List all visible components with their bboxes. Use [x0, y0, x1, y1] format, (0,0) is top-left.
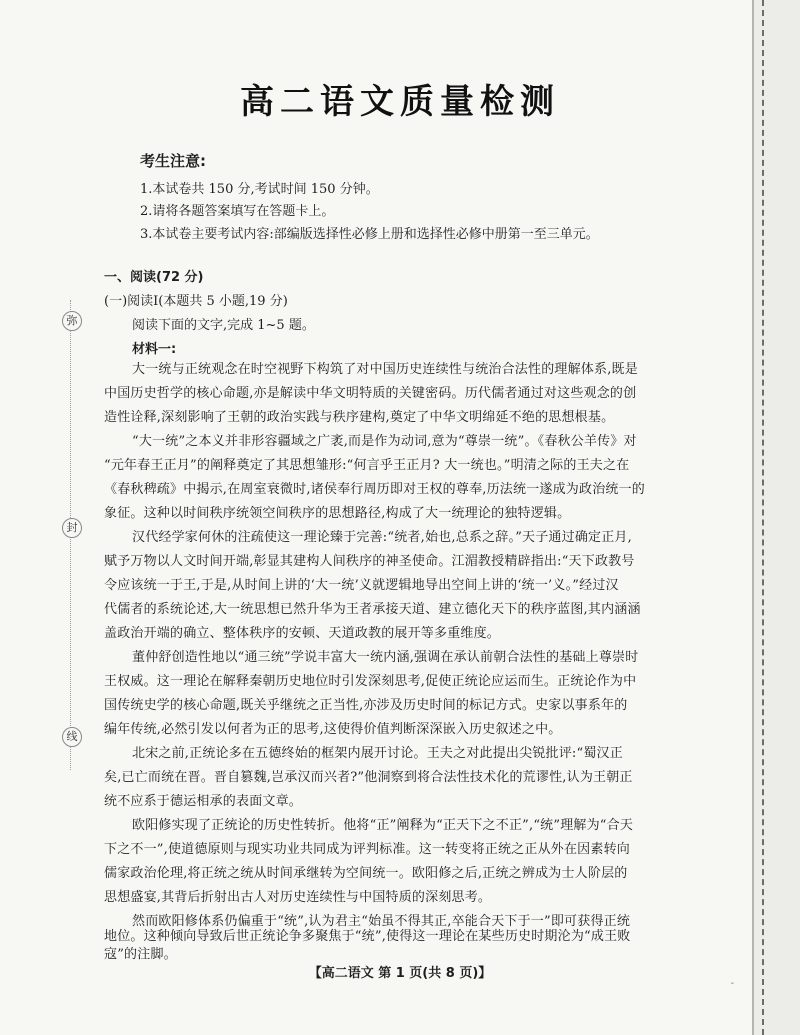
binding-mark-feng: 封	[62, 518, 82, 538]
section-subtitle: (一)阅读Ⅰ(本题共 5 小题,19 分)	[104, 294, 288, 309]
body-line: 国传统史学的核心命题,既关乎继统之正当性,亦涉及历史时间的标记方式。史家以事系年的	[104, 698, 628, 713]
body-line: 赋予万物以人文时间开端,彰显其建构人间秩序的神圣使命。江湄教授精辟指出:“天下政教号	[104, 554, 635, 569]
body-line: 地位。这种倾向导致后世正统论争多聚焦于“统”,使得这一理论在某些历史时期沦为“成王败	[104, 929, 631, 944]
body-line: “大一统”之本义并非形容疆域之广袤,而是作为动词,意为“尊崇一统”。《春秋公羊传》对	[132, 434, 637, 449]
body-line: 欧阳修实现了正统论的历史性转折。他将“正”阐释为“正天下之不正”,“统”理解为“合天	[132, 818, 634, 833]
note-item-3: 3.本试卷主要考试内容:部编版选择性必修上册和选择性必修中册第一至三单元。	[140, 227, 599, 242]
binding-mark-xian: 线	[62, 727, 82, 747]
section-instruction: 阅读下面的文字,完成 1~5 题。	[132, 318, 315, 333]
body-line: 然而欧阳修体系仍偏重于“统”,认为君主“始虽不得其正,卒能合天下于一”即可获得正统	[132, 914, 631, 929]
body-line: 汉代经学家何休的注疏使这一理论臻于完善:“统者,始也,总系之辞。”天子通过确定正月,	[132, 530, 632, 545]
body-line: 编年传统,必然引发以何者为正的思考,这使得价值判断深深嵌入历史叙述之中。	[104, 722, 562, 737]
body-line: 造性诠释,深刻影响了王朝的政治实践与秩序建构,奠定了中华文明绵延不绝的思想根基。	[104, 410, 615, 425]
body-line: 大一统与正统观念在时空视野下构筑了对中国历史连续性与统治合法性的理解体系,既是	[132, 362, 638, 377]
body-line: 董仲舒创造性地以“通三统”学说丰富大一统内涵,强调在承认前朝合法性的基础上尊崇时	[132, 650, 639, 665]
body-line: 北宋之前,正统论多在五德终始的框架内展开讨论。王夫之对此提出尖锐批评:“蜀汉正	[132, 746, 623, 761]
body-line: 象征。这种以时间秩序统领空间秩序的思想路径,构成了大一统理论的独特逻辑。	[104, 506, 571, 521]
page-edge-strip	[752, 0, 800, 1035]
body-line: 令应该统一于王,于是,从时间上讲的‘大一统’义就逻辑地导出空间上讲的‘统一’义。”经过汉	[104, 578, 619, 593]
body-line: 《春秋稗疏》中揭示,在周室衰微时,诸侯奉行周历即对王权的尊奉,历法统一遂成为政治统一的	[104, 482, 645, 497]
body-line: 下之不一”,使道德原则与现实功业共同成为评判标准。这一转变将正统之正从外在因素转向	[104, 842, 630, 857]
body-line: 统不应系于德运相承的表面文章。	[104, 794, 303, 809]
page-footer: 【高二语文 第 1 页(共 8 页)】	[308, 966, 492, 981]
body-line: “元年春王正月”的阐释奠定了其思想雏形:“何言乎王正月? 大一统也。”明清之际的王夫之在	[104, 458, 630, 473]
body-line: 中国历史哲学的核心命题,亦是解读中华文明特质的关键密码。历代儒者通过对这些观念的创	[104, 386, 637, 401]
body-line: 代儒者的系统论述,大一统思想已然升华为王者承接天道、建立德化天下的秩序蓝图,其内涵涵	[104, 602, 641, 617]
corner-mark: -	[730, 978, 734, 989]
body-line: 思想盛宴,其背后折射出古人对历史连续性与中国特质的深刻思考。	[104, 890, 492, 905]
note-item-1: 1.本试卷共 150 分,考试时间 150 分钟。	[140, 182, 379, 197]
page-title: 高二语文质量检测	[240, 82, 560, 122]
body-line: 寇”的注脚。	[104, 947, 177, 962]
body-line: 王权威。这一理论在解释秦朝历史地位时引发深刻思考,促使正统论应运而生。正统论作为中	[104, 674, 637, 689]
body-line: 矣,已亡而统在晋。晋自篡魏,岂承汉而兴者?”他洞察到将合法性技术化的荒谬性,认为王朝正	[104, 770, 633, 785]
note-item-2: 2.请将各题答案填写在答题卡上。	[140, 204, 335, 219]
material-label: 材料一:	[132, 342, 177, 357]
binding-mark-mi: 弥	[62, 311, 82, 331]
body-line: 儒家政治伦理,将正统之统从时间承继转为空间统一。欧阳修之后,正统之辨成为士人阶层的	[104, 866, 628, 881]
body-line: 盖政治开端的确立、整体秩序的安顿、天道政教的展开等多重维度。	[104, 626, 501, 641]
perforation-line	[762, 0, 765, 1035]
section-title: 一、阅读(72 分)	[104, 270, 204, 285]
notes-heading: 考生注意:	[140, 152, 206, 170]
